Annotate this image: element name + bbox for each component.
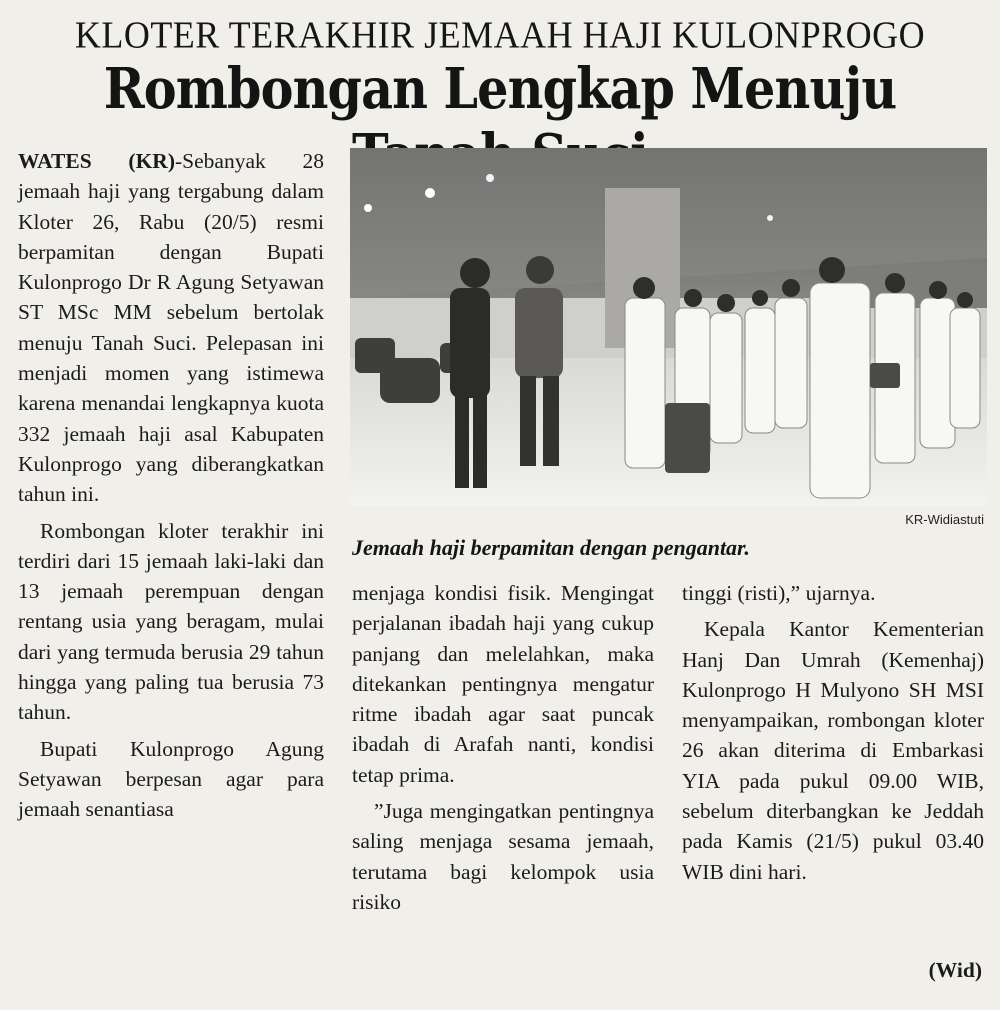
paragraph-3: Bupati Kulonprogo Agung Setyawan berpesan agar para jemaah senantiasa xyxy=(18,736,324,822)
col3-paragraph-1: tinggi (risti),” ujarnya. xyxy=(682,581,876,605)
photo-caption: Jemaah haji berpamitan dengan pengantar. xyxy=(352,535,750,560)
col2-paragraph-1: menjaga kondisi fisik. Mengingat perjalanan ibadah haji yang cukup panjang dan melelahkan, maka ditekankan pentingnya mengatur ritme ibadah agar saat puncak ibadah di Arafah nanti, kondisi tetap prima. xyxy=(352,581,654,787)
photo-credit: KR-Widiastuti xyxy=(905,512,984,527)
article-headline: Rombongan Lengkap Menuju xyxy=(103,56,897,122)
dateline: WATES (KR) xyxy=(18,149,175,173)
news-photo xyxy=(350,148,987,506)
photo-image xyxy=(350,148,987,506)
paragraph-2: Rombongan kloter terakhir ini terdiri dari 15 jemaah laki-laki dan 13 jemaah perempuan dengan rentang usia yang beragam, mulai dari yang termuda berusia 29 tahun hingga yang paling tua berusia 73 tahun. xyxy=(18,518,324,725)
article-column-2 xyxy=(352,578,654,917)
lead-text: -Sebanyak 28 jemaah haji yang tergabung dalam Kloter 26, Rabu (20/5) resmi berpamitan dengan Bupati Kulonprogo Dr R Agung Setyawan ST MSc MM sebelum bertolak menuju Tanah Suci. Pelepasan ini menjadi momen yang istimewa karena menandai lengkapnya kuota 332 jemaah haji asal Kabupaten Kulonprogo yang diberangkatkan tahun ini. xyxy=(18,149,324,507)
article-column-3 xyxy=(682,578,984,887)
col2-paragraph-2: ”Juga mengingatkan pentingnya saling menjaga sesama jemaah, terutama bagi kelompok usia risiko xyxy=(352,799,654,914)
article-kicker: KLOTER TERAKHIR JEMAAH HAJI KULONPROGO xyxy=(74,14,926,57)
article-column-1 xyxy=(18,146,324,825)
author-signoff: (Wid) xyxy=(928,958,982,982)
col3-paragraph-2: Kepala Kantor Kementerian Hanj Dan Umrah (Kemenhaj) Kulonprogo H Mulyono SH MSI menyampaikan, rombongan kloter 26 akan diterima di Embarkasi YIA pada pukul 09.00 WIB, sebelum diterbangkan ke Jeddah pada Kamis (21/5) pukul 03.40 WIB dini hari. xyxy=(682,617,984,884)
lead-paragraph xyxy=(18,146,324,510)
